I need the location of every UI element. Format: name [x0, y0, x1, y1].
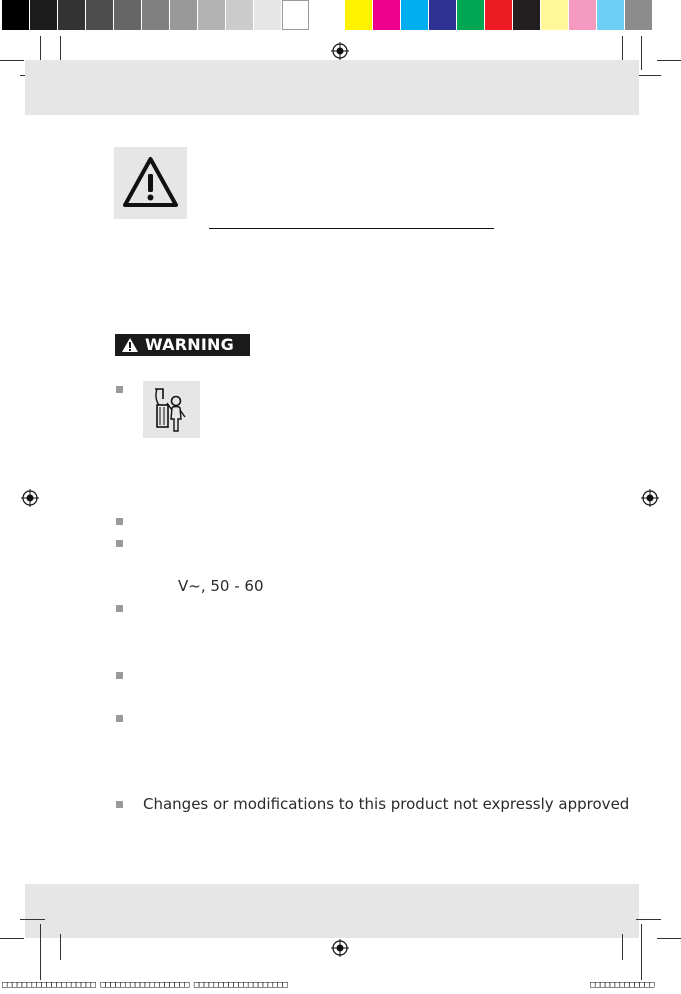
child-danger-icon [143, 381, 200, 438]
child-icon-box [143, 381, 200, 438]
color-swatch [457, 0, 484, 30]
list-bullet [116, 605, 123, 612]
color-calibration-bar [0, 0, 681, 33]
footer-band [25, 884, 639, 938]
registration-mark-icon [331, 42, 349, 60]
registration-mark-icon [21, 489, 39, 507]
list-bullet [116, 540, 123, 547]
crop-mark [641, 924, 642, 980]
warning-triangle-icon [121, 337, 139, 353]
list-bullet [116, 715, 123, 722]
crop-mark [622, 934, 623, 960]
color-swatch [541, 0, 568, 30]
list-bullet [116, 518, 123, 525]
color-swatch [401, 0, 428, 30]
color-swatch [142, 0, 169, 30]
crop-mark [60, 934, 61, 960]
crop-mark [636, 919, 661, 920]
hazard-icon-box [114, 147, 187, 219]
crop-mark [622, 36, 623, 62]
color-swatch [597, 0, 624, 30]
slug-line-right: □□□□□□□□□□□□□ [590, 980, 654, 990]
color-swatch [254, 0, 281, 30]
color-swatch [58, 0, 85, 30]
color-swatch [345, 0, 372, 30]
color-swatch [569, 0, 596, 30]
heading-rule [209, 228, 494, 229]
color-swatch [513, 0, 540, 30]
color-swatch [114, 0, 141, 30]
list-bullet [116, 672, 123, 679]
crop-mark [0, 60, 24, 61]
crop-mark [636, 75, 661, 76]
crop-mark [641, 36, 642, 70]
crop-mark [657, 938, 681, 939]
color-swatch [30, 0, 57, 30]
color-swatch [170, 0, 197, 30]
warning-label-text: WARNING [145, 335, 234, 354]
crop-mark [657, 60, 681, 61]
modifications-text: Changes or modifications to this product not expressly approved [143, 795, 630, 813]
crop-mark [40, 924, 41, 980]
warning-triangle-icon [114, 147, 187, 219]
color-swatch [373, 0, 400, 30]
color-swatch [625, 0, 652, 30]
color-swatch [226, 0, 253, 30]
voltage-text: V~, 50 - 60 [178, 577, 264, 595]
warning-label [115, 334, 250, 356]
header-band [25, 60, 639, 115]
crop-mark [60, 36, 61, 62]
color-swatch [198, 0, 225, 30]
registration-mark-icon [331, 939, 349, 957]
color-swatch [2, 0, 29, 30]
slug-line-left: □□□□□□□□□□□□□□□□□□□ □□□□□□□□□□□□□□□□□□ □□□□□□□□□□□□□□□□□□□ [2, 980, 288, 990]
list-bullet [116, 801, 123, 808]
color-swatch [86, 0, 113, 30]
list-bullet [116, 386, 123, 393]
color-swatch [282, 0, 309, 30]
color-swatch [429, 0, 456, 30]
crop-mark [0, 938, 24, 939]
crop-mark [20, 919, 45, 920]
registration-mark-icon [641, 489, 659, 507]
color-swatch [485, 0, 512, 30]
